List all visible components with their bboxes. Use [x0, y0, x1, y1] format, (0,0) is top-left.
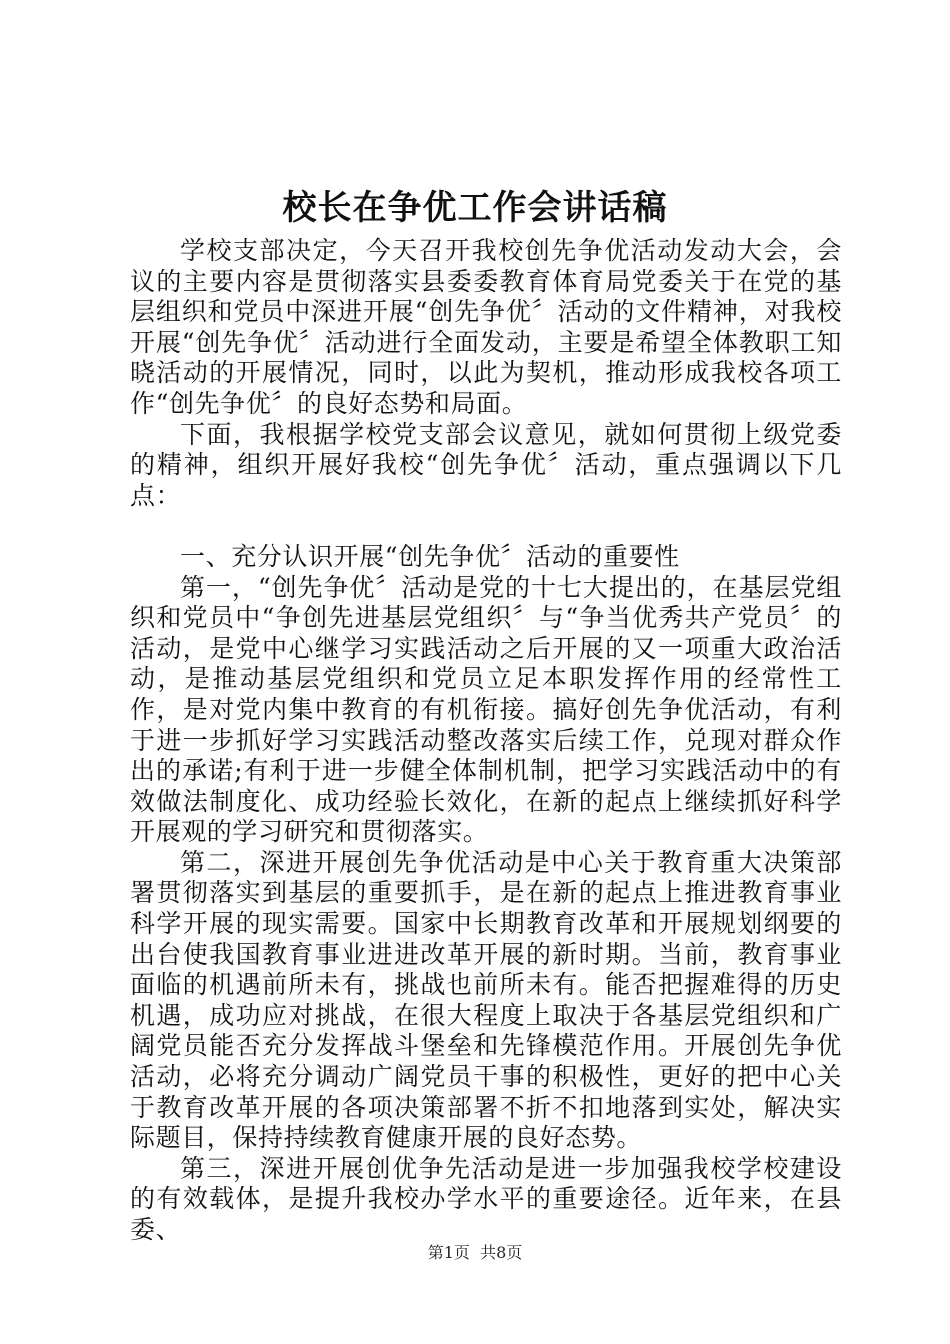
- section-heading: 一、充分认识开展“创先争优〞活动的重要性: [180, 541, 680, 571]
- blank-line: [130, 511, 842, 542]
- page-total: 共8页: [480, 1243, 523, 1262]
- paragraph-overview: 下面，我根据学校党支部会议意见，就如何贯彻上级党委的精神，组织开展好我校“创先争优〞活动，重点强调以下几点：: [130, 419, 842, 510]
- page-number: 第1页: [427, 1243, 470, 1262]
- paragraph-second: 第二，深进开展创先争优活动是中心关于教育重大决策部署贯彻落实到基层的重要抓手，是在新的起点上推进教育事业科学开展的现实需要。国家中长期教育改革和开展规划纲要的出台使我国教育事业进进改革开展的新时期。当前，教育事业面临的机遇前所未有，挑战也前所未有。能否把握难得的历史机遇，成功应对挑战，在很大程度上取决于各基层党组织和广阔党员能否充分发挥战斗堡垒和先锋模范作用。开展创先争优活动，必将充分调动广阔党员干事的积极性，更好的把中心关于教育改革开展的各项决策部署不折不扣地落到实处，解决实际题目，保持持续教育健康开展的良好态势。: [130, 847, 842, 1153]
- paragraph-third: 第三，深进开展创优争先活动是进一步加强我校学校建设的有效载体，是提升我校办学水平的重要途径。近年来，在县委、: [130, 1153, 842, 1244]
- paragraph-first: 第一，“创先争优〞活动是党的十七大提出的，在基层党组织和党员中“争创先进基层党组织〞与“争当优秀共产党员〞的活动，是党中心继学习实践活动之后开展的又一项重大政治活动，是推动基层党组织和党员立足本职发挥作用的经常性工作，是对党内集中教育的有机衔接。搞好创先争优活动，有利于进一步抓好学习实践活动整改落实后续工作，兑现对群众作出的承诺;有利于进一步健全体制机制，把学习实践活动中的有效做法制度化、成功经验长效化，在新的起点上继续抓好科学开展观的学习研究和贯彻落实。: [130, 572, 842, 847]
- paragraph-intro: 学校支部决定，今天召开我校创先争优活动发动大会，会议的主要内容是贯彻落实县委委教育体育局党委关于在党的基层组织和党员中深进开展“创先争优〞活动的文件精神，对我校开展“创先争优〞活动进行全面发动，主要是希望全体教职工知晓活动的开展情况，同时，以此为契机，推动形成我校各项工作“创先争优〞的良好态势和局面。: [130, 236, 842, 418]
- document-title: 校长在争优工作会讲话稿: [282, 188, 668, 228]
- page-footer: [0, 1243, 950, 1263]
- document-body: [130, 236, 842, 1246]
